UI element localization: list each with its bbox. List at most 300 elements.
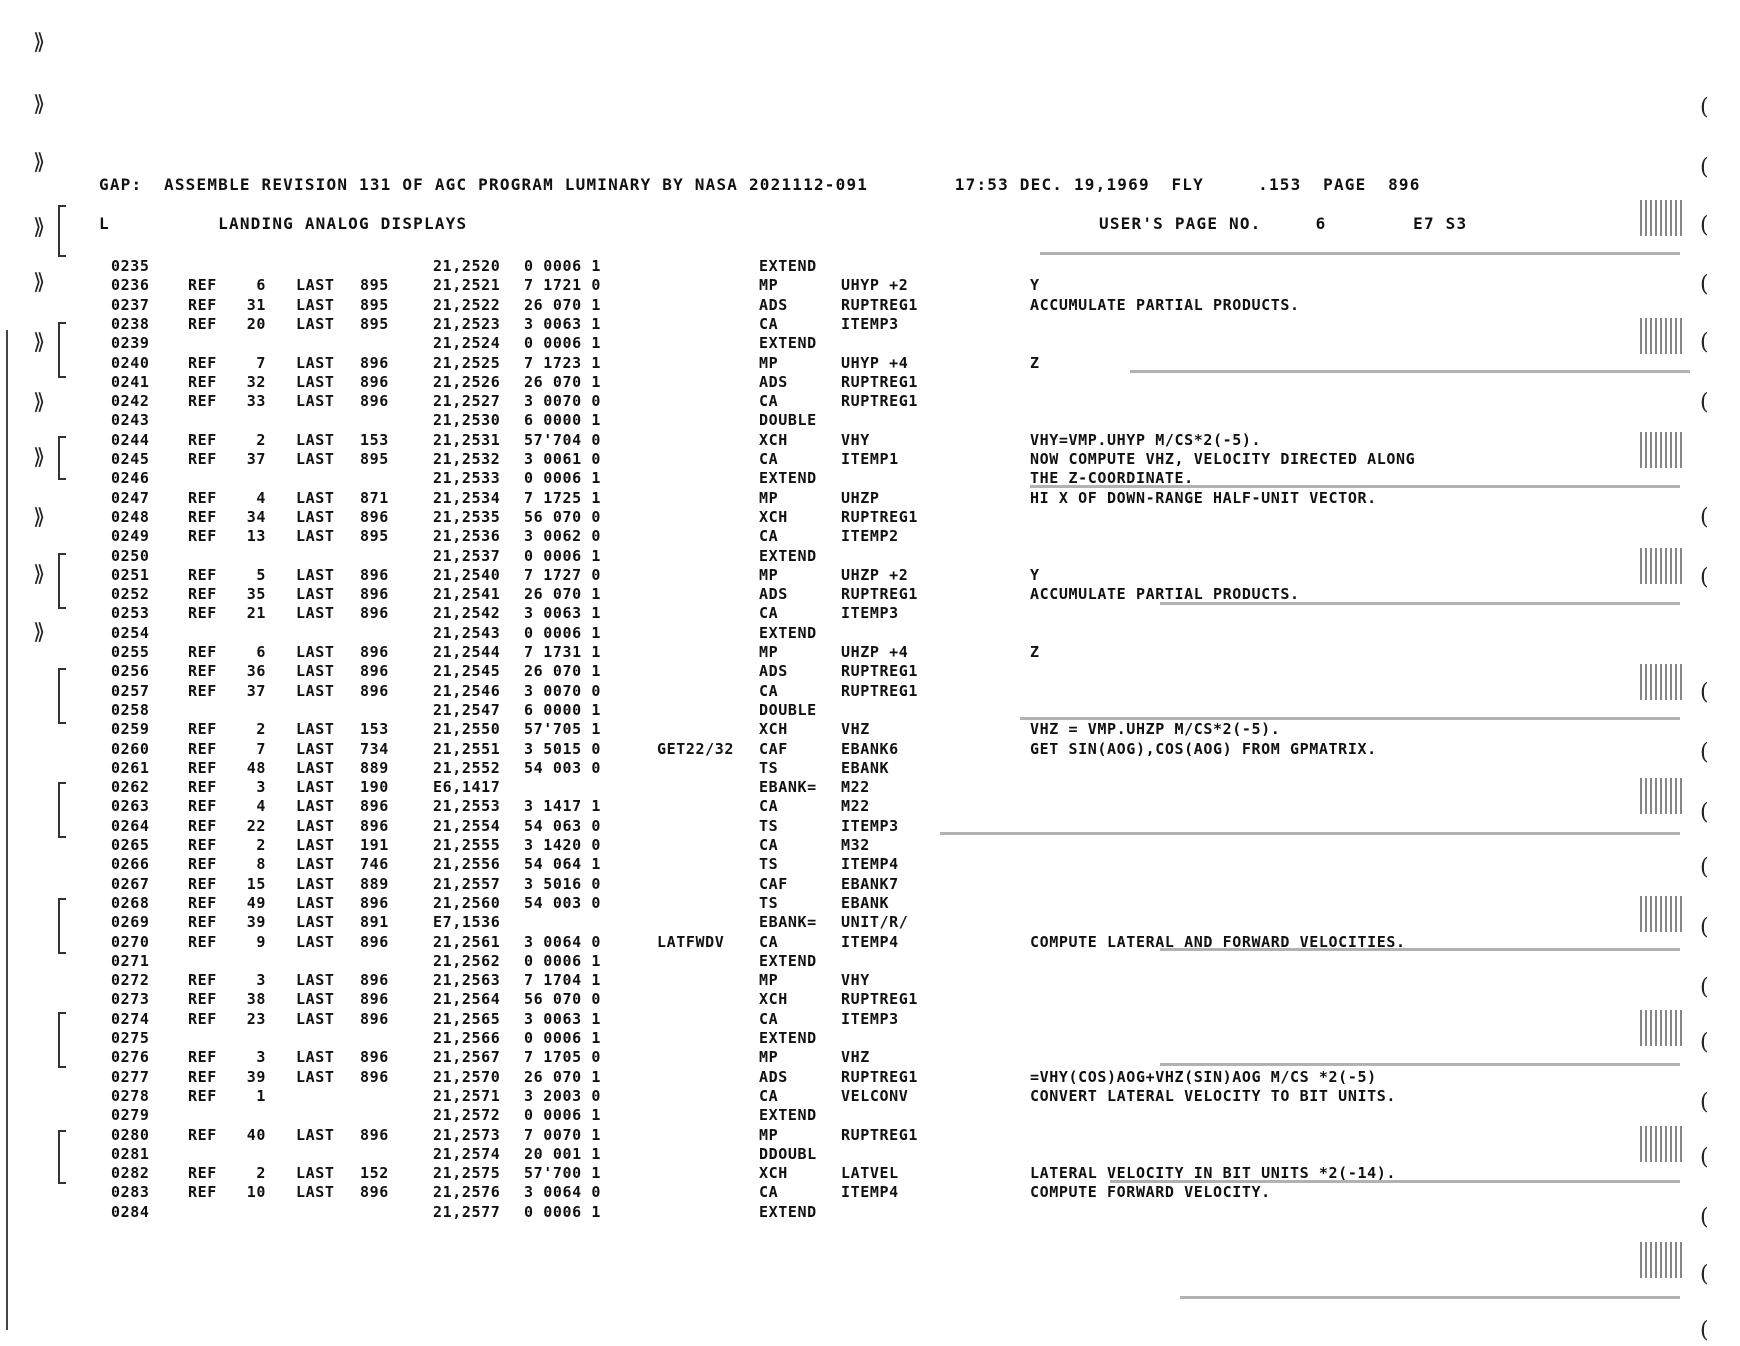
address: 21,2527 — [433, 392, 501, 411]
ref-keyword: REF — [188, 353, 217, 372]
last-page: 895 — [360, 527, 389, 546]
listing-row — [0, 875, 1740, 894]
opcode: EBANK= — [759, 778, 817, 797]
ref-count: 15 — [246, 874, 266, 893]
last-keyword: LAST — [296, 1183, 335, 1202]
object-code: 7 1723 1 — [524, 353, 602, 372]
operand: EBANK7 — [841, 874, 899, 893]
address: 21,2554 — [433, 816, 501, 835]
last-keyword: LAST — [296, 816, 335, 835]
ref-keyword: REF — [188, 739, 217, 758]
ref-count: 35 — [246, 585, 266, 604]
opcode: ADS — [759, 662, 788, 681]
listing-row — [0, 740, 1740, 759]
line-number: 0278 — [111, 1086, 150, 1105]
object-code: 3 2003 0 — [524, 1086, 602, 1105]
address: 21,2567 — [433, 1048, 501, 1067]
ref-keyword: REF — [188, 990, 217, 1009]
opcode: EXTEND — [759, 623, 817, 642]
margin-mark: ( — [1700, 975, 1709, 1000]
comment: GET SIN(AOG),COS(AOG) FROM GPMATRIX. — [1030, 739, 1377, 758]
last-keyword: LAST — [296, 797, 335, 816]
last-keyword: LAST — [296, 990, 335, 1009]
opcode: DOUBLE — [759, 700, 817, 719]
last-page: 896 — [360, 797, 389, 816]
listing-row — [0, 1048, 1740, 1067]
object-code: 20 001 1 — [524, 1144, 602, 1163]
listing-row — [0, 354, 1740, 373]
listing-row — [0, 315, 1740, 334]
listing-row — [0, 933, 1740, 952]
margin-mark: ( — [1700, 915, 1709, 940]
last-page: 896 — [360, 1048, 389, 1067]
line-number: 0257 — [111, 681, 150, 700]
bracket-artifact — [58, 205, 66, 257]
ref-count: 7 — [256, 353, 266, 372]
object-code: 26 070 1 — [524, 295, 602, 314]
operand: UHZP +2 — [841, 565, 909, 584]
object-code: 56 070 0 — [524, 990, 602, 1009]
last-page: 896 — [360, 1183, 389, 1202]
comment: COMPUTE LATERAL AND FORWARD VELOCITIES. — [1030, 932, 1406, 951]
operand: VHZ — [841, 1048, 870, 1067]
listing-row — [0, 643, 1740, 662]
address: 21,2565 — [433, 1009, 501, 1028]
operand: LATVEL — [841, 1164, 899, 1183]
line-number: 0235 — [111, 257, 150, 275]
object-code: 6 0000 1 — [524, 700, 602, 719]
address: 21,2537 — [433, 546, 501, 565]
address: 21,2572 — [433, 1106, 501, 1125]
listing-row — [0, 797, 1740, 816]
last-page: 889 — [360, 874, 389, 893]
ref-keyword: REF — [188, 276, 217, 295]
object-code: 0 0006 1 — [524, 1029, 602, 1047]
object-code: 3 0063 1 — [524, 314, 602, 333]
last-keyword: LAST — [296, 565, 335, 584]
address: 21,2520 — [433, 257, 501, 275]
address: 21,2546 — [433, 681, 501, 700]
last-page: 896 — [360, 971, 389, 990]
ref-keyword: REF — [188, 816, 217, 835]
line-number: 0276 — [111, 1048, 150, 1067]
opcode: CA — [759, 604, 779, 623]
margin-mark: ( — [1700, 1145, 1709, 1170]
listing-row — [0, 489, 1740, 508]
last-keyword: LAST — [296, 1067, 335, 1086]
comment: Z — [1030, 643, 1040, 661]
last-keyword: LAST — [296, 372, 335, 391]
line-number: 0249 — [111, 527, 150, 546]
opcode: MP — [759, 565, 779, 584]
line-number: 0273 — [111, 990, 150, 1009]
object-code: 3 0061 0 — [524, 450, 602, 468]
line-number: 0244 — [111, 430, 150, 449]
line-number: 0248 — [111, 507, 150, 526]
last-keyword: LAST — [296, 1125, 335, 1144]
opcode: MP — [759, 1125, 779, 1144]
object-code: 54 063 0 — [524, 816, 602, 835]
margin-mark: ( — [1700, 565, 1709, 590]
last-page: 896 — [360, 392, 389, 411]
line-number: 0264 — [111, 816, 150, 835]
last-keyword: LAST — [296, 430, 335, 449]
line-number: 0262 — [111, 778, 150, 797]
object-code: 54 003 0 — [524, 893, 602, 912]
address: 21,2552 — [433, 758, 501, 777]
address: 21,2550 — [433, 720, 501, 739]
line-number: 0254 — [111, 623, 150, 642]
ref-keyword: REF — [188, 855, 217, 874]
line-number: 0267 — [111, 874, 150, 893]
last-page: 895 — [360, 295, 389, 314]
last-keyword: LAST — [296, 643, 335, 661]
operand: UHYP +2 — [841, 276, 909, 295]
opcode: CA — [759, 1009, 779, 1028]
line-number: 0268 — [111, 893, 150, 912]
ref-keyword: REF — [188, 565, 217, 584]
line-number: 0271 — [111, 951, 150, 970]
comment: LATERAL VELOCITY IN BIT UNITS *2(-14). — [1030, 1164, 1396, 1183]
last-page: 889 — [360, 758, 389, 777]
ref-count: 37 — [246, 450, 266, 468]
listing-row — [0, 585, 1740, 604]
address: 21,2566 — [433, 1029, 501, 1047]
ref-keyword: REF — [188, 1164, 217, 1183]
line-number: 0281 — [111, 1144, 150, 1163]
last-page: 191 — [360, 836, 389, 854]
address: 21,2551 — [433, 739, 501, 758]
ref-keyword: REF — [188, 507, 217, 526]
margin-mark: ( — [1700, 155, 1709, 180]
address: 21,2574 — [433, 1144, 501, 1163]
last-page: 896 — [360, 372, 389, 391]
address: 21,2541 — [433, 585, 501, 604]
margin-mark: ( — [1700, 505, 1709, 530]
ref-count: 23 — [246, 1009, 266, 1028]
opcode: ADS — [759, 585, 788, 604]
opcode: TS — [759, 855, 779, 874]
ref-keyword: REF — [188, 1048, 217, 1067]
ref-count: 48 — [246, 758, 266, 777]
ref-count: 33 — [246, 392, 266, 411]
last-keyword: LAST — [296, 971, 335, 990]
scan-streak — [1180, 1296, 1680, 1299]
opcode: CA — [759, 797, 779, 816]
comment: VHZ = VMP.UHZP M/CS*2(-5). — [1030, 720, 1281, 739]
address: 21,2553 — [433, 797, 501, 816]
listing-row — [0, 971, 1740, 990]
line-number: 0242 — [111, 392, 150, 411]
listing-row — [0, 778, 1740, 797]
address: 21,2533 — [433, 469, 501, 488]
listing-row — [0, 1106, 1740, 1125]
ref-count: 2 — [256, 430, 266, 449]
object-code: 7 1721 0 — [524, 276, 602, 295]
listing-row — [0, 1087, 1740, 1106]
last-page: 891 — [360, 913, 389, 932]
opcode: MP — [759, 353, 779, 372]
listing-row — [0, 604, 1740, 623]
listing-row — [0, 334, 1740, 353]
address: 21,2543 — [433, 623, 501, 642]
line-number: 0258 — [111, 700, 150, 719]
last-page: 153 — [360, 430, 389, 449]
opcode: CA — [759, 392, 779, 411]
ref-count: 2 — [256, 720, 266, 739]
comment: HI X OF DOWN-RANGE HALF-UNIT VECTOR. — [1030, 488, 1377, 507]
ref-count: 3 — [256, 778, 266, 797]
ref-keyword: REF — [188, 585, 217, 604]
last-page: 896 — [360, 1067, 389, 1086]
line-number: 0247 — [111, 488, 150, 507]
opcode: CA — [759, 932, 779, 951]
object-code: 7 1725 1 — [524, 488, 602, 507]
listing-row — [0, 257, 1740, 276]
ref-count: 6 — [256, 276, 266, 295]
listing-row — [0, 836, 1740, 855]
address: 21,2562 — [433, 951, 501, 970]
listing-row — [0, 817, 1740, 836]
ref-count: 3 — [256, 971, 266, 990]
address: 21,2571 — [433, 1086, 501, 1105]
last-page: 896 — [360, 932, 389, 951]
address: 21,2531 — [433, 430, 501, 449]
ref-count: 37 — [246, 681, 266, 700]
ref-count: 4 — [256, 797, 266, 816]
last-page: 896 — [360, 643, 389, 661]
last-keyword: LAST — [296, 276, 335, 295]
address: 21,2525 — [433, 353, 501, 372]
opcode: EXTEND — [759, 1202, 817, 1221]
operand: ITEMP4 — [841, 932, 899, 951]
listing-row — [0, 624, 1740, 643]
ref-count: 1 — [256, 1086, 266, 1105]
listing-row — [0, 1068, 1740, 1087]
opcode: MP — [759, 1048, 779, 1067]
opcode: MP — [759, 971, 779, 990]
listing-row — [0, 1010, 1740, 1029]
ref-keyword: REF — [188, 662, 217, 681]
operand: RUPTREG1 — [841, 585, 919, 604]
last-keyword: LAST — [296, 527, 335, 546]
line-number: 0253 — [111, 604, 150, 623]
operand: UHZP +4 — [841, 643, 909, 661]
ref-count: 31 — [246, 295, 266, 314]
address: 21,2521 — [433, 276, 501, 295]
opcode: DOUBLE — [759, 411, 817, 430]
last-page: 896 — [360, 585, 389, 604]
user-page-number: USER'S PAGE NO. 6 E7 S3 — [1099, 214, 1468, 233]
listing-row — [0, 990, 1740, 1009]
opcode: CA — [759, 527, 779, 546]
symbol-label: GET22/32 — [657, 739, 735, 758]
address: 21,2523 — [433, 314, 501, 333]
listing-row — [0, 547, 1740, 566]
line-number: 0261 — [111, 758, 150, 777]
opcode: CA — [759, 681, 779, 700]
last-page: 896 — [360, 353, 389, 372]
opcode: EXTEND — [759, 469, 817, 488]
ref-keyword: REF — [188, 295, 217, 314]
last-page: 896 — [360, 1125, 389, 1144]
object-code: 57'705 1 — [524, 720, 602, 739]
ref-count: 34 — [246, 507, 266, 526]
margin-mark: ⟫ — [33, 30, 46, 55]
last-keyword: LAST — [296, 874, 335, 893]
last-page: 896 — [360, 662, 389, 681]
ref-keyword: REF — [188, 720, 217, 739]
ref-keyword: REF — [188, 874, 217, 893]
listing-row — [0, 1145, 1740, 1164]
line-number: 0270 — [111, 932, 150, 951]
opcode: TS — [759, 893, 779, 912]
ref-keyword: REF — [188, 971, 217, 990]
line-number: 0243 — [111, 411, 150, 430]
operand: UHYP +4 — [841, 353, 909, 372]
address: 21,2532 — [433, 450, 501, 468]
line-number: 0283 — [111, 1183, 150, 1202]
last-keyword: LAST — [296, 1164, 335, 1183]
opcode: TS — [759, 816, 779, 835]
opcode: EXTEND — [759, 257, 817, 275]
line-number: 0266 — [111, 855, 150, 874]
ref-count: 3 — [256, 1048, 266, 1067]
margin-mark: ( — [1700, 390, 1709, 415]
ref-count: 2 — [256, 1164, 266, 1183]
object-code: 3 0063 1 — [524, 604, 602, 623]
operand: M22 — [841, 797, 870, 816]
last-page: 746 — [360, 855, 389, 874]
opcode: ADS — [759, 295, 788, 314]
ref-count: 22 — [246, 816, 266, 835]
address: 21,2564 — [433, 990, 501, 1009]
object-code: 0 0006 1 — [524, 469, 602, 488]
line-number: 0237 — [111, 295, 150, 314]
ref-keyword: REF — [188, 527, 217, 546]
line-number: 0250 — [111, 546, 150, 565]
address: 21,2570 — [433, 1067, 501, 1086]
line-number: 0260 — [111, 739, 150, 758]
listing-row — [0, 1183, 1740, 1202]
ref-count: 49 — [246, 893, 266, 912]
line-number: 0256 — [111, 662, 150, 681]
last-page: 190 — [360, 778, 389, 797]
margin-mark: ( — [1700, 1262, 1709, 1287]
scan-smudge — [1640, 200, 1684, 236]
last-page: 871 — [360, 488, 389, 507]
opcode: XCH — [759, 1164, 788, 1183]
object-code: 56 070 0 — [524, 507, 602, 526]
operand: RUPTREG1 — [841, 507, 919, 526]
opcode: CAF — [759, 739, 788, 758]
operand: RUPTREG1 — [841, 1125, 919, 1144]
listing-row — [0, 566, 1740, 585]
object-code: 3 5016 0 — [524, 874, 602, 893]
comment: Y — [1030, 565, 1040, 584]
listing-row — [0, 450, 1740, 469]
listing-row — [0, 913, 1740, 932]
address: 21,2560 — [433, 893, 501, 912]
ref-keyword: REF — [188, 893, 217, 912]
last-keyword: LAST — [296, 662, 335, 681]
ref-count: 2 — [256, 836, 266, 854]
margin-mark: ⟫ — [33, 505, 46, 530]
address: 21,2534 — [433, 488, 501, 507]
address: 21,2535 — [433, 507, 501, 526]
line-number: 0259 — [111, 720, 150, 739]
object-code: 0 0006 1 — [524, 1202, 602, 1221]
object-code: 26 070 1 — [524, 372, 602, 391]
last-page: 896 — [360, 1009, 389, 1028]
listing-row — [0, 469, 1740, 488]
symbol-label: LATFWDV — [657, 932, 725, 951]
opcode: XCH — [759, 990, 788, 1009]
listing-row — [0, 1164, 1740, 1183]
margin-mark: ( — [1700, 213, 1709, 238]
ref-keyword: REF — [188, 372, 217, 391]
object-code: 26 070 1 — [524, 585, 602, 604]
operand: UHZP — [841, 488, 880, 507]
last-page: 153 — [360, 720, 389, 739]
object-code: 0 0006 1 — [524, 1106, 602, 1125]
ref-keyword: REF — [188, 1009, 217, 1028]
object-code: 0 0006 1 — [524, 951, 602, 970]
line-number: 0265 — [111, 836, 150, 854]
last-keyword: LAST — [296, 758, 335, 777]
last-keyword: LAST — [296, 893, 335, 912]
comment: =VHY(COS)AOG+VHZ(SIN)AOG M/CS *2(-5) — [1030, 1067, 1377, 1086]
object-code: 3 1420 0 — [524, 836, 602, 854]
ref-keyword: REF — [188, 488, 217, 507]
ref-count: 8 — [256, 855, 266, 874]
line-number: 0284 — [111, 1202, 150, 1221]
opcode: CAF — [759, 874, 788, 893]
object-code: 7 1704 1 — [524, 971, 602, 990]
object-code: 57'704 0 — [524, 430, 602, 449]
object-code: 0 0006 1 — [524, 334, 602, 353]
ref-count: 10 — [246, 1183, 266, 1202]
operand: ITEMP2 — [841, 527, 899, 546]
line-number: 0277 — [111, 1067, 150, 1086]
line-number: 0269 — [111, 913, 150, 932]
ref-count: 39 — [246, 1067, 266, 1086]
ref-keyword: REF — [188, 450, 217, 468]
opcode: MP — [759, 488, 779, 507]
address: 21,2563 — [433, 971, 501, 990]
ref-keyword: REF — [188, 392, 217, 411]
opcode: XCH — [759, 507, 788, 526]
line-number: 0241 — [111, 372, 150, 391]
last-keyword: LAST — [296, 1009, 335, 1028]
margin-mark: ⟫ — [33, 390, 46, 415]
operand: ITEMP3 — [841, 604, 899, 623]
operand: RUPTREG1 — [841, 295, 919, 314]
last-page: 896 — [360, 565, 389, 584]
last-keyword: LAST — [296, 1048, 335, 1067]
comment: THE Z-COORDINATE. — [1030, 469, 1194, 488]
ref-keyword: REF — [188, 913, 217, 932]
last-keyword: LAST — [296, 488, 335, 507]
ref-keyword: REF — [188, 430, 217, 449]
object-code: 0 0006 1 — [524, 257, 602, 275]
last-keyword: LAST — [296, 392, 335, 411]
opcode: TS — [759, 758, 779, 777]
last-keyword: LAST — [296, 855, 335, 874]
ref-count: 36 — [246, 662, 266, 681]
line-number: 0252 — [111, 585, 150, 604]
ref-keyword: REF — [188, 797, 217, 816]
